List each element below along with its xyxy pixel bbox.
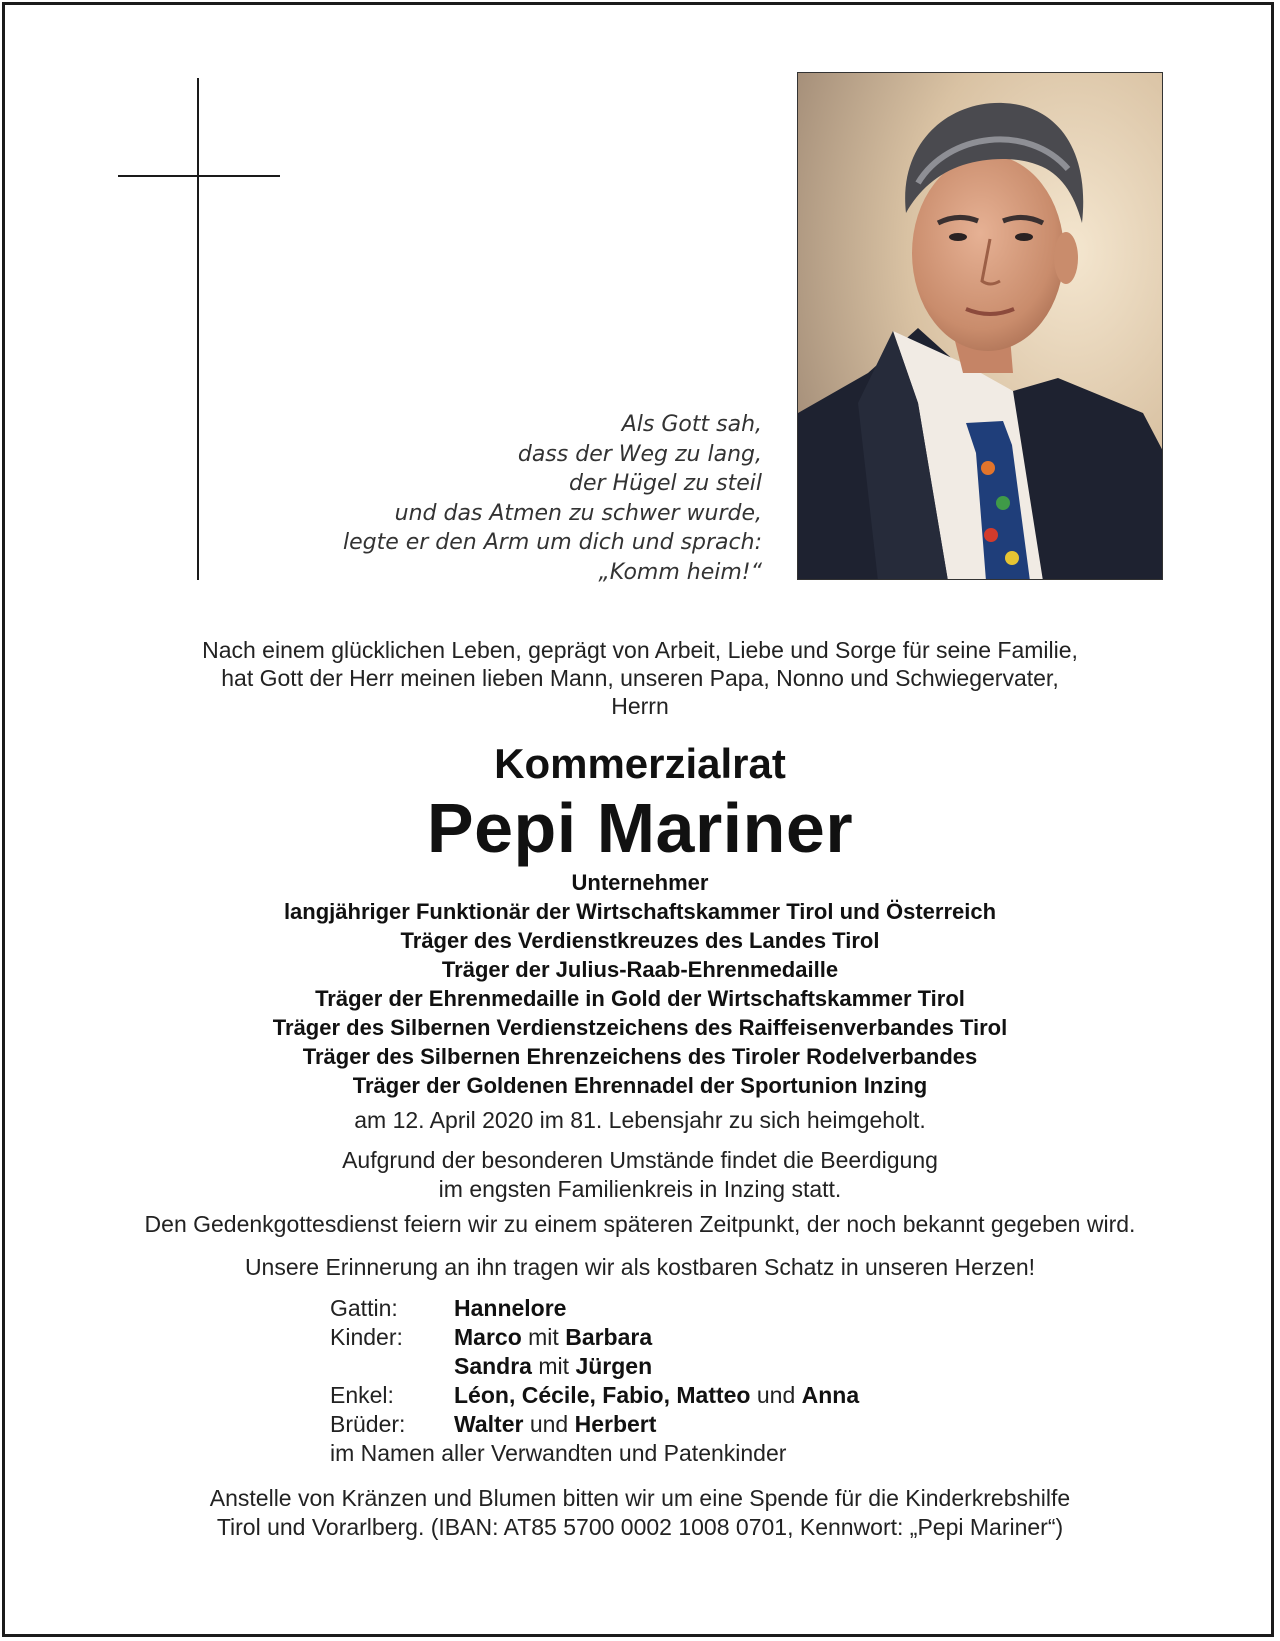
relation-label: Gattin: <box>330 1295 398 1321</box>
intro-text <box>0 636 1280 720</box>
honor-item: Träger des Silbernen Verdienstzeichens des Raiffeisenverbandes Tirol <box>272 1015 1008 1040</box>
honor-item: Unternehmer <box>571 870 709 895</box>
donation-line: Tirol und Vorarlberg. (IBAN: AT85 5700 0002 1008 0701, Kennwort: „Pepi Mariner“) <box>216 1514 1064 1540</box>
family-row-children-2: Sandra mit Jürgen <box>454 1353 653 1379</box>
family-list <box>330 1294 910 1468</box>
donation-line: Anstelle von Kränzen und Blumen bitten wir um eine Spende für die Kinderkrebshilfe <box>209 1485 1071 1511</box>
cross-icon <box>118 78 280 580</box>
intro-line: Nach einem glücklichen Leben, geprägt von Arbeit, Liebe und Sorge für seine Familie, <box>202 637 1078 663</box>
poem-line: und das Atmen zu schwer wurde, <box>394 500 762 526</box>
family-member: Marco <box>454 1324 522 1350</box>
memorial-notice: Den Gedenkgottesdienst feiern wir zu einem späteren Zeitpunkt, der noch bekannt gegeben wird. <box>144 1211 1136 1237</box>
relation-label: Enkel: <box>330 1382 394 1408</box>
family-footer: im Namen aller Verwandten und Patenkinder <box>330 1440 787 1466</box>
family-member: Barbara <box>565 1324 653 1350</box>
poem-line: dass der Weg zu lang, <box>517 441 762 467</box>
relation-label: Kinder: <box>330 1324 403 1350</box>
honor-item: langjähriger Funktionär der Wirtschaftskammer Tirol und Österreich <box>283 899 997 924</box>
remembrance-text: Unsere Erinnerung an ihn tragen wir als kostbaren Schatz in unseren Herzen! <box>244 1254 1036 1280</box>
poem <box>343 410 762 587</box>
honor-item: Träger der Julius-Raab-Ehrenmedaille <box>441 957 839 982</box>
honor-item: Träger der Ehrenmedaille in Gold der Wirtschaftskammer Tirol <box>315 986 965 1011</box>
funeral-notice <box>0 1146 1280 1204</box>
poem-line: der Hügel zu steil <box>569 471 762 496</box>
intro-line: hat Gott der Herr meinen lieben Mann, unseren Papa, Nonno und Schwiegervater, <box>221 665 1059 691</box>
portrait-photo <box>797 72 1163 580</box>
family-row-wife <box>330 1294 910 1323</box>
poem-line: Als Gott sah, <box>621 412 762 437</box>
poem-line: „Komm heim!“ <box>598 559 762 585</box>
death-date: am 12. April 2020 im 81. Lebensjahr zu sich heimgeholt. <box>354 1107 926 1133</box>
deceased-name: Pepi Mariner <box>426 789 854 867</box>
family-row-grandchildren: Enkel: Léon, Cécile, Fabio, Matteo und Anna <box>330 1382 860 1408</box>
family-member: Walter <box>454 1411 524 1437</box>
honors-list <box>0 868 1280 1100</box>
family-row-brothers: Brüder: Walter und Herbert <box>330 1411 657 1437</box>
funeral-line: Aufgrund der besonderen Umstände findet die Beerdigung <box>342 1147 938 1173</box>
honor-item: Träger der Goldenen Ehrennadel der Sportunion Inzing <box>352 1073 928 1098</box>
honor-item: Träger des Verdienstkreuzes des Landes Tirol <box>400 928 880 953</box>
obituary-body <box>0 636 1280 1542</box>
family-member: Jürgen <box>575 1353 653 1379</box>
donation-notice <box>0 1484 1280 1542</box>
family-member: Herbert <box>574 1411 657 1437</box>
family-row-children: Kinder: Marco mit Barbara <box>330 1324 653 1350</box>
intro-line: Herrn <box>611 693 669 719</box>
family-member: Hannelore <box>454 1295 567 1321</box>
family-member: Sandra <box>454 1353 532 1379</box>
honor-item: Träger des Silbernen Ehrenzeichens des Tiroler Rodelverbandes <box>302 1044 978 1069</box>
deceased-title: Kommerzialrat <box>494 740 786 787</box>
funeral-line: im engsten Familienkreis in Inzing statt. <box>438 1176 842 1202</box>
family-member: Anna <box>801 1382 860 1408</box>
relation-label: Brüder: <box>330 1411 406 1437</box>
poem-line: legte er den Arm um dich und sprach: <box>342 530 762 555</box>
family-member: Léon, Cécile, Fabio, Matteo <box>454 1382 751 1408</box>
